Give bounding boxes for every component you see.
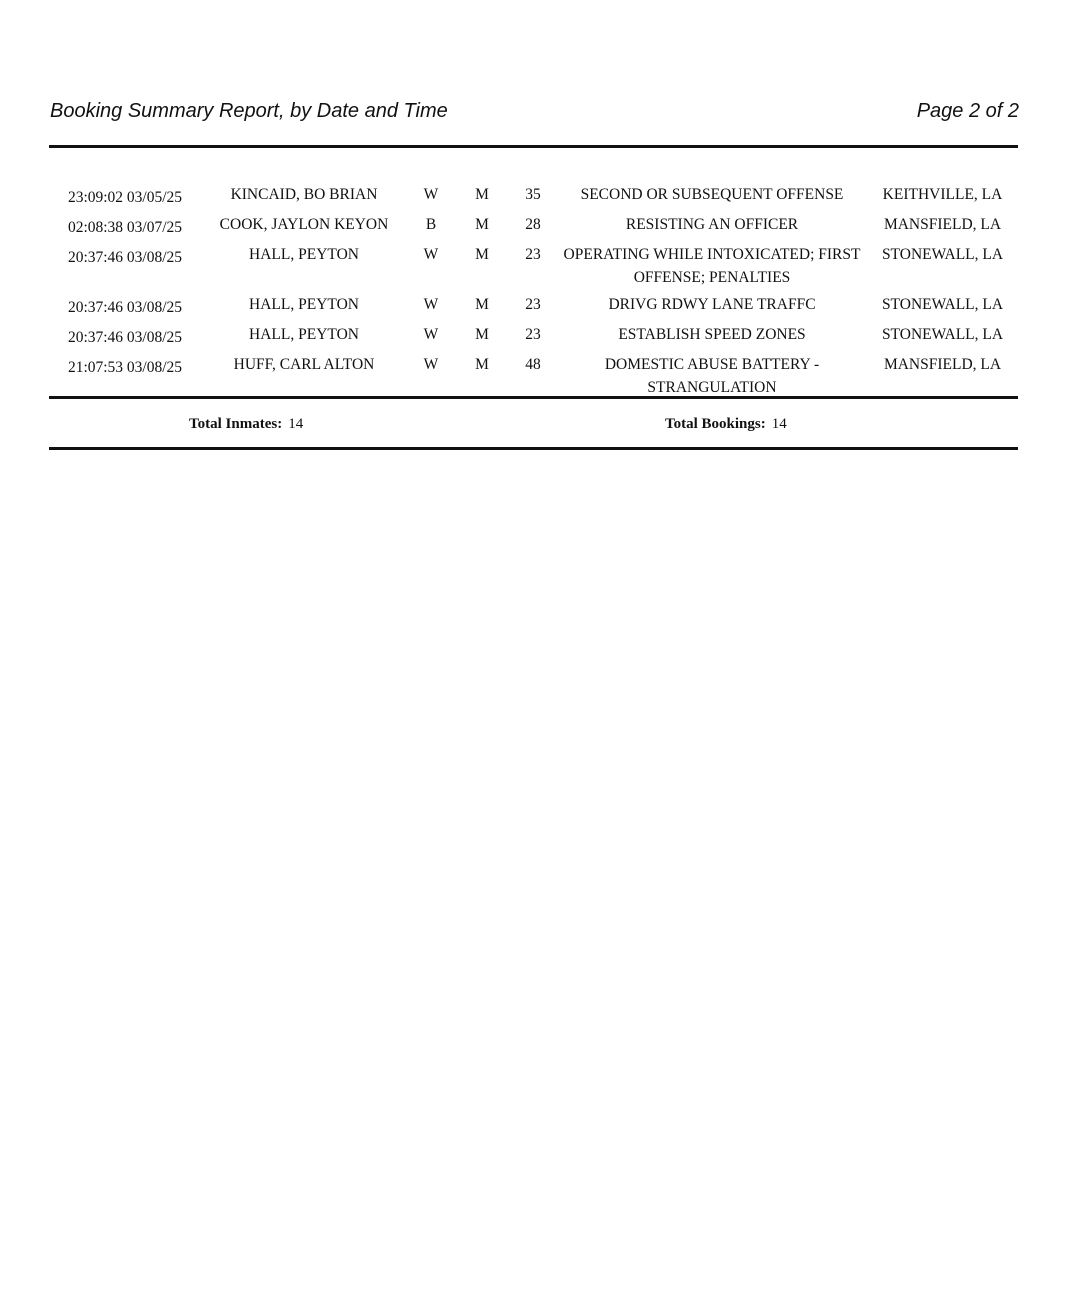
booking-datetime: 20:37:46 03/08/25 [67,329,183,346]
charge-description: DRIVG RDWY LANE TRAFFC [608,296,816,313]
inmate-city: KEITHVILLE, LA [882,186,1003,203]
booking-datetime: 21:07:53 03/08/25 [67,359,183,376]
inmate-sex: M [475,326,489,343]
page-number: Page 2 of 2 [916,100,1019,122]
totals-section [49,416,1018,440]
charge-description: ESTABLISH SPEED ZONES [618,326,806,343]
total-bookings [665,416,787,433]
total-bookings-label: Total Bookings: [665,416,766,432]
total-bookings-value: 14 [771,416,787,432]
inmate-name: HALL, PEYTON [249,296,359,313]
inmate-race: B [425,216,437,233]
charge-description: SECOND OR SUBSEQUENT OFFENSE [580,186,844,203]
inmate-age: 35 [525,186,541,203]
charge-description: RESISTING AN OFFICER [625,216,799,233]
booking-datetime: 23:09:02 03/05/25 [67,189,183,206]
inmate-sex: M [475,216,489,233]
inmate-race: W [423,296,439,313]
table-row [49,293,1018,319]
inmate-sex: M [475,246,489,263]
inmate-age: 28 [525,216,541,233]
total-inmates [189,416,303,433]
inmate-age: 23 [525,326,541,343]
inmate-city: MANSFIELD, LA [883,356,1002,373]
table-row [49,353,1018,399]
inmate-name: COOK, JAYLON KEYON [219,216,389,233]
inmate-name: KINCAID, BO BRIAN [230,186,378,203]
inmate-sex: M [475,356,489,373]
total-inmates-label: Total Inmates: [189,416,283,432]
booking-datetime: 20:37:46 03/08/25 [67,249,183,266]
inmate-city: STONEWALL, LA [881,296,1004,313]
inmate-age: 23 [525,246,541,263]
table-row [49,323,1018,349]
booking-datetime: 02:08:38 03/07/25 [67,219,183,236]
table-row [49,183,1018,209]
inmate-name: HALL, PEYTON [249,326,359,343]
report-header [50,98,1019,128]
inmate-sex: M [475,186,489,203]
inmate-race: W [423,356,439,373]
inmate-sex: M [475,296,489,313]
booking-table [49,183,1018,403]
inmate-race: W [423,326,439,343]
inmate-city: STONEWALL, LA [881,326,1004,343]
inmate-race: W [423,246,439,263]
charge-description: OPERATING WHILE INTOXICATED; FIRST OFFENSE; PENALTIES [563,246,861,286]
inmate-city: STONEWALL, LA [881,246,1004,263]
total-inmates-value: 14 [288,416,304,432]
table-row [49,213,1018,239]
inmate-name: HUFF, CARL ALTON [233,356,375,373]
table-row [49,243,1018,289]
charge-description: DOMESTIC ABUSE BATTERY - STRANGULATION [604,356,820,396]
totals-bottom-divider [49,447,1018,450]
header-divider [49,145,1018,148]
inmate-city: MANSFIELD, LA [883,216,1002,233]
table-bottom-divider [49,396,1018,399]
inmate-age: 48 [525,356,541,373]
inmate-name: HALL, PEYTON [249,246,359,263]
inmate-age: 23 [525,296,541,313]
inmate-race: W [423,186,439,203]
booking-datetime: 20:37:46 03/08/25 [67,299,183,316]
report-title: Booking Summary Report, by Date and Time [50,100,448,122]
